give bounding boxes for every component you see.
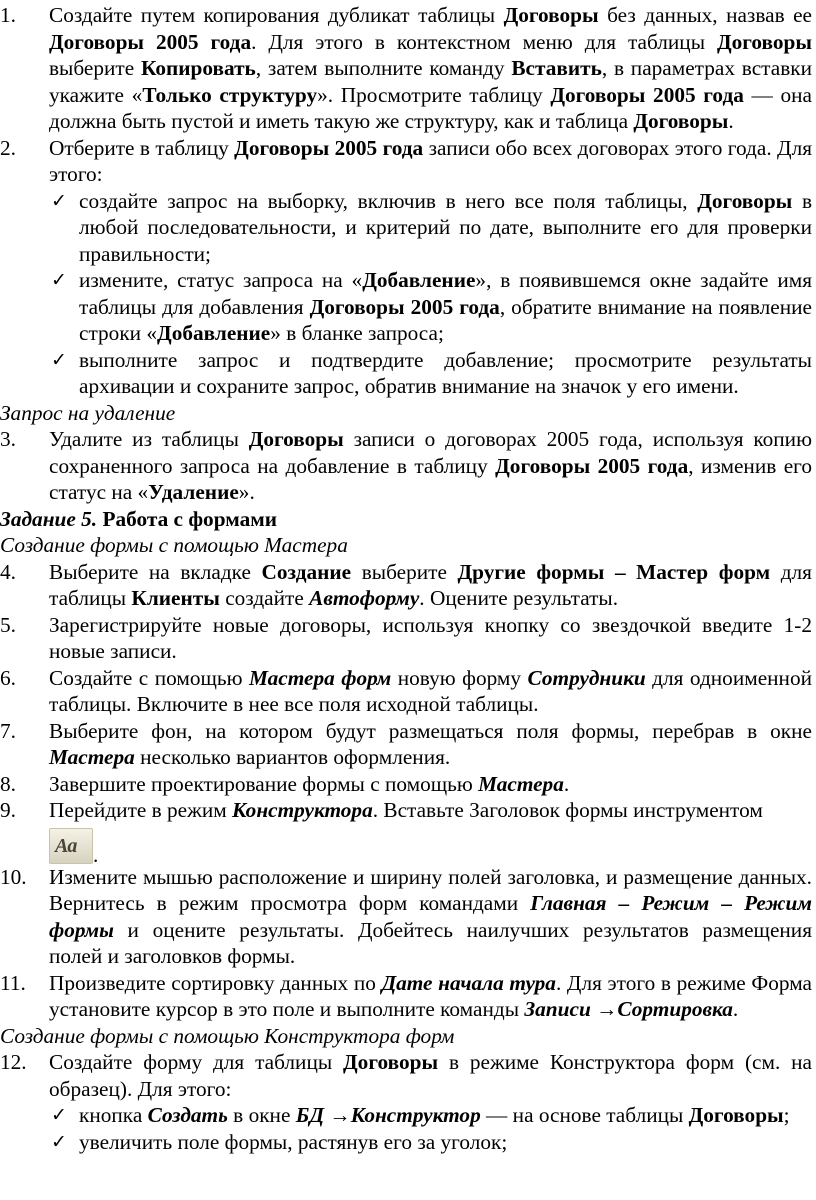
item-number: 3. bbox=[0, 427, 16, 451]
list-item-11: 11. Произведите сортировку данных по Дате начала тура. Для этого в режиме Форма установите курсор в это поле и выполните команды Записи →Сортировка. bbox=[0, 970, 812, 1021]
list-item-7: 7. Выберите фон, на котором будут размещаться поля формы, перебрав в окне Мастера несколько вариантов оформления. bbox=[0, 718, 812, 769]
list-item-10: 10. Измените мышью расположение и ширину полей заголовка, и размещение данных. Вернитесь в режим просмотра форм командами Главная – Режим – Режим формы и оцените результаты. Добейтесь наилучших результатов размещения полей и заголовков формы. bbox=[0, 864, 812, 968]
item-number: 9. bbox=[0, 798, 16, 822]
check-item-3: ✓ выполните запрос и подтвердите добавление; просмотрите результаты архивации и сохраните запрос, обратив внимание на значок у его имени. bbox=[51, 347, 812, 398]
list-item-2: 2. Отберите в таблицу Договоры 2005 года записи обо всех договорах этого года. Для этого: bbox=[0, 135, 812, 186]
task-heading bbox=[0, 506, 816, 533]
check-item-4: ✓ кнопка Создать в окне БД →Конструктор — на основе таблицы Договоры; bbox=[51, 1103, 790, 1127]
list-item-5: 5. Зарегистрируйте новые договоры, используя кнопку со звездочкой введите 1-2 новые записи. bbox=[0, 612, 812, 663]
item-number: 5. bbox=[0, 612, 16, 637]
list-item-4: 4. Выберите на вкладке Создание выберите Другие формы – Мастер форм для таблицы Клиенты создайте Автоформу. Оцените результаты. bbox=[0, 559, 812, 610]
item-number: 11. bbox=[0, 970, 26, 995]
item-number: 8. bbox=[0, 771, 16, 796]
list-item-1: 1. Создайте путем копирования дубликат таблицы Договоры без данных, назвав ее Договоры 2005 года. Для этого в контекстном меню для таблицы Договоры выберите Копировать, затем выполните команду Вставить, в параметрах вставки укажите «Только структуру». Просмотрите таблицу Договоры 2005 года — она должна быть пустой и иметь такую же структуру, как и таблица Договоры. bbox=[0, 3, 813, 133]
item-number: 10. bbox=[0, 864, 27, 889]
checkmark-icon: ✓ bbox=[51, 1130, 67, 1153]
checkmark-icon: ✓ bbox=[51, 348, 67, 371]
checkmark-icon: ✓ bbox=[51, 269, 67, 291]
title-tool-icon: Aa bbox=[49, 828, 93, 864]
check-item-1: ✓ создайте запрос на выборку, включив в него все поля таблицы, Договоры в любой последовательности, и критерий по дате, выполните его для проверки правильности; bbox=[51, 188, 812, 266]
check-item-2: ✓ измените, статус запроса на «Добавление», в появившемся окне задайте имя таблицы для добавления Договоры 2005 года, обратите внимание на появление строки «Добавление» в бланке запроса; bbox=[51, 268, 812, 345]
list-item-8: 8. Завершите проектирование формы с помощью Мастера. bbox=[0, 771, 570, 796]
item-number: 6. bbox=[0, 665, 16, 690]
item-number: 4. bbox=[0, 559, 16, 584]
list-item-3: 3. Удалите из таблицы Договоры записи о договорах 2005 года, используя копию сохраненного запроса на добавление в таблицу Договоры 2005 года, изменив его статус на «Удаление». bbox=[0, 427, 812, 504]
title-tool-icon-line: Aa . bbox=[0, 824, 816, 864]
checkmark-icon: ✓ bbox=[51, 1104, 67, 1126]
section-subheading: Запрос на удаление bbox=[0, 400, 176, 425]
check-item-5: ✓ увеличить поле формы, растянув его за уголок; bbox=[51, 1129, 508, 1154]
item-number: 1. bbox=[0, 3, 16, 27]
item-number: 12. bbox=[0, 1050, 27, 1074]
section-subheading: Создание формы с помощью Конструктора форм bbox=[0, 1023, 455, 1048]
section-subheading: Создание формы с помощью Мастера bbox=[0, 533, 348, 557]
list-item-12: 12. Создайте форму для таблицы Договоры в режиме Конструктора форм (см. на образец). Для этого: bbox=[0, 1050, 813, 1101]
task-label: Задание 5. bbox=[0, 506, 98, 531]
task-title: Работа с формами bbox=[97, 506, 278, 531]
item-number: 2. bbox=[0, 135, 16, 160]
item-number: 7. bbox=[0, 718, 16, 743]
list-item-9: 9. Перейдите в режим Конструктора. Вставьте Заголовок формы инструментом bbox=[0, 798, 763, 822]
checkmark-icon: ✓ bbox=[51, 189, 67, 212]
list-item-6: 6. Создайте с помощью Мастера форм новую форму Сотрудники для одноименной таблицы. Включите в нее все поля исходной таблицы. bbox=[0, 665, 812, 716]
